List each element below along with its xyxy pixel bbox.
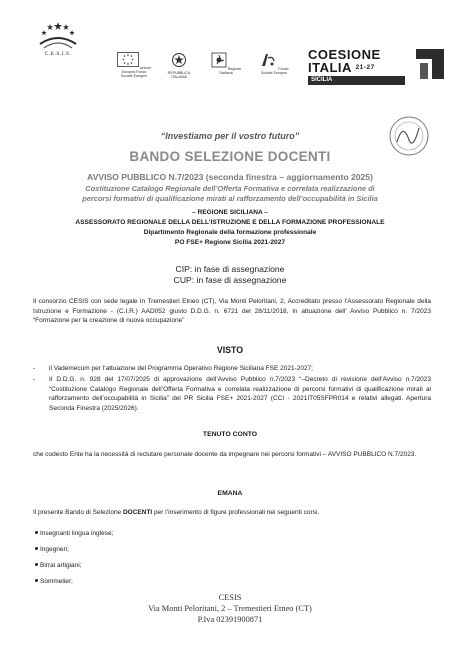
bullet-dash: -	[33, 365, 36, 372]
italy-logo	[161, 52, 197, 79]
bullet-dot-icon	[35, 563, 38, 566]
regione-logo-label: Regione Siciliana	[219, 67, 242, 75]
course-item: Birrai artigiani;	[35, 562, 82, 569]
italy-logo-label: REPUBBLICA ITALIANA	[167, 71, 191, 79]
dipartimento-line: Dipartimento Regionale della formazione professionale	[143, 229, 317, 236]
po-line: PO FSE+ Regione Sicilia 2021-2027	[174, 239, 286, 246]
cesis-stars-icon	[36, 20, 80, 50]
fse-logo-label: Fondo Sociale Europeo	[260, 67, 289, 75]
coesione-region: SICILIA	[308, 76, 405, 85]
regione-line: – REGIONE SICILIANA –	[192, 209, 268, 216]
costituzione-line1: Costituzione Catalogo Regionale dell’Offerta Formativa e correlata realizzazione di	[85, 184, 375, 193]
cesis-logo	[36, 20, 80, 57]
bullet-dash: -	[33, 376, 36, 383]
footer-address: Via Monti Peloritani, 2 – Tremestieri Etneo (CT)	[148, 604, 312, 613]
costituzione-line2: percorsi formativi di qualificazione mirati al rafforzamento dell’occupabilità in Sicilia	[82, 194, 378, 203]
bullet-dot-icon	[35, 547, 38, 550]
coesione-line1: COESIONE	[308, 47, 381, 62]
footer-vat: P.Iva 02391900871	[197, 615, 263, 624]
tenuto-conto-paragraph: che codesto Ente ha la necessità di reclutare personale docente da impegnare nei percorsi formativi – AVVISO PUBBLICO N.7/2023.	[33, 451, 417, 458]
visto-item	[33, 364, 431, 374]
emana-heading: EMANA	[217, 490, 243, 497]
visto-heading: VISTO	[216, 345, 244, 355]
fse-logo	[254, 52, 294, 75]
sicily-region-icon	[211, 52, 227, 68]
visto-item	[33, 375, 431, 413]
fse-logo-icon	[259, 52, 277, 68]
emana-bold: DOCENTI	[122, 509, 153, 516]
footer-name: CESIS	[218, 593, 242, 602]
coesione-italia-logo	[308, 47, 446, 83]
cup-line: CUP: in fase di assegnazione	[173, 275, 287, 285]
course-item: Ingegneri;	[35, 546, 69, 553]
tenuto-conto-heading: TENUTO CONTO	[202, 431, 258, 438]
italian-emblem-icon	[171, 52, 187, 68]
coesione-line2: ITALIA $^{21-27}$	[308, 60, 375, 75]
visto-item-text: Il D.D.G. n. 928 del 17/07/2025 di approvazione dell’Avviso Pubblico n.7/2023 “–Decreto di revisione dell’Avviso n.7/2023 “Costituzione Catalogo Regionale dell’Offerta Formativa e correlata realizzazione di percorsi formativi di qualificazione mirati al rafforzamento dell’occupabilità in Sicilia” del PR Sicilia FSE+ 2021-2027 (CCI - 2021IT05SFPR014 e relativi allegati. Apertura Seconda Finestra (2025/2026).	[49, 376, 431, 412]
coesione-years: 21-27	[355, 64, 375, 71]
tagline: “Investiamo per il vostro futuro”	[160, 131, 300, 141]
avviso-line: AVVISO PUBBLICO N.7/2023 (seconda finestra – aggiornamento 2025)	[87, 172, 373, 182]
cesis-label: C.E.S.I.S.	[44, 51, 72, 57]
eu-logo	[116, 52, 152, 78]
assessorato-line: ASSESSORATO REGIONALE DELLA DELL’ISTRUZIONE E DELLA FORMAZIONE PROFESSIONALE	[75, 219, 385, 226]
eu-logo-label: Unione Europea Fondo Sociale Europeo	[120, 66, 152, 78]
bullet-dot-icon	[35, 579, 38, 582]
course-item: Sommelier;	[35, 578, 73, 585]
eu-flag-icon	[117, 52, 139, 67]
page-title: BANDO SELEZIONE DOCENTI	[129, 149, 331, 164]
coesione-arrow-icon	[412, 47, 446, 81]
intro-paragraph: Il consorzio CESIS con sede legale in Tremestieri Etneo (CT), Via Monti Peloritani, 2, Accreditato presso l’Assessorato Regionale della Istruzione e Formazione - (C.I.R.) AAD052 giusto D.D.G. n. 6721 del 28/11/2018, in attuazione dell’ Avviso Pubblico n. 7/2023 “Formazione per la creazione di nuova occupazione”	[33, 298, 431, 324]
regione-logo	[206, 52, 246, 75]
emana-paragraph: Il presente Bando di Selezione DOCENTI per l’inserimento di figure professionali nei seguenti corsi.	[33, 509, 320, 516]
cip-line: CIP: in fase di assegnazione	[175, 264, 285, 274]
course-item: Insegnanti lingua inglese;	[35, 530, 113, 537]
bullet-dot-icon	[35, 531, 38, 534]
visto-item-text: il Vademecum per l’attuazione del Programma Operativo Regione Siciliana FSE 2021-2027;	[49, 365, 313, 372]
logo-header	[6, 12, 454, 92]
